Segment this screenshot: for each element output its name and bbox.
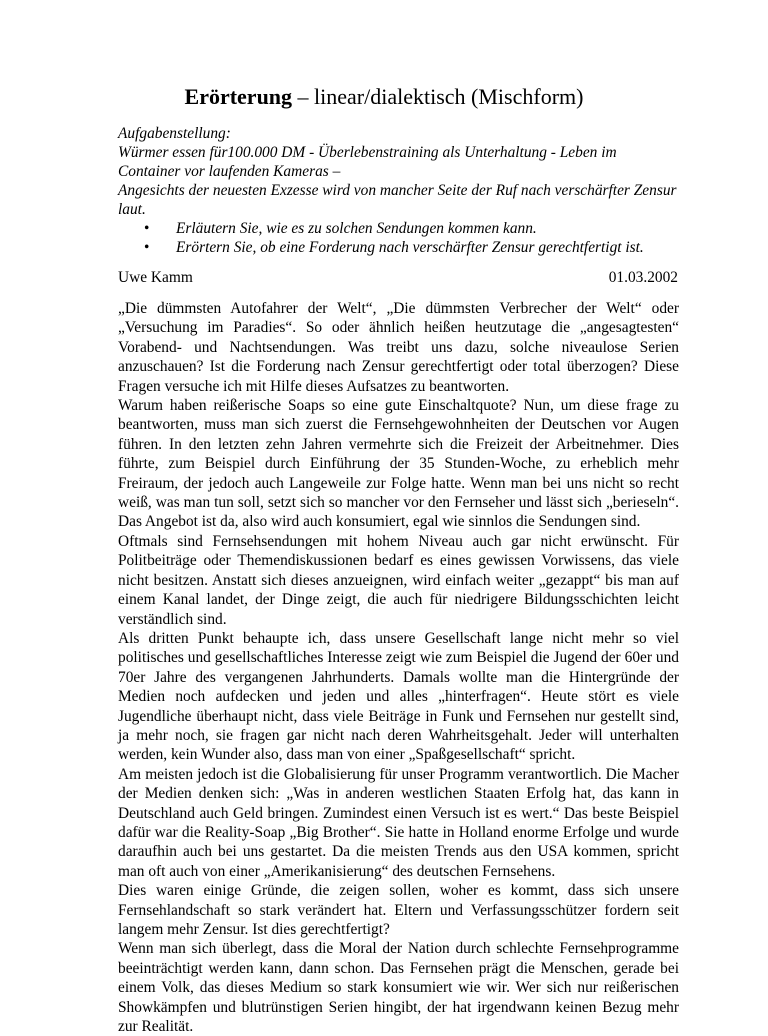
paragraph: Als dritten Punkt behaupte ich, dass unsere Gesellschaft lange nicht mehr so viel politisches und gesellschaftliches Interesse zeigt wie zum Beispiel die Jugend der 60er und 70er Jahre des vergangenen Jahrhunderts. Damals wollte man die Hintergründe der Medien noch aufdecken und jeden und alles „hinterfragen“. Heute stört es viele Jugendliche überhaupt nicht, dass viele Beiträge in Funk und Fernsehen nur gestellt sind, ja mehr noch, sie fragen gar nicht nach deren Wahrheitsgehalt. Jeder will unterhalten werden, kein Wunder also, dass man von einer „Spaßgesellschaft“ spricht. <box>118 629 679 764</box>
paragraph: Wenn man sich überlegt, dass die Moral der Nation durch schlechte Fernsehprogramme beeinträchtigt werden kann, dann schon. Das Fernsehen prägt die Menschen, gerade bei einem Volk, das dieses Medium so stark konsumiert wie wir. Wer sich nur reißerischen Showkämpfen und blutrünstigen Serien hingibt, der hat irgendwann keinen Bezug mehr zur Realität. <box>118 940 679 1036</box>
paragraph: Oftmals sind Fernsehsendungen mit hohem Niveau auch gar nicht erwünscht. Für Politbeiträge oder Themendiskussionen bedarf es eines gewissen Vorwissens, das viele nicht besitzen. Anstatt sich dieses anzueignen, wird einfach weiter „gezappt“ bis man auf einem Kanal landet, der Dinge zeigt, die auch für niedrigere Bildungsschichten leicht verständlich sind. <box>118 532 679 628</box>
task-bullet-list <box>118 219 678 257</box>
title-rest: – linear/dialektisch (Mischform) <box>292 84 584 109</box>
task-bullet-text: Erörtern Sie, ob eine Forderung nach verschärfter Zensur gerechtfertigt ist. <box>176 239 644 256</box>
task-section <box>118 124 678 257</box>
page-title <box>0 83 768 111</box>
paragraph: Am meisten jedoch ist die Globalisierung für unser Programm verantwortlich. Die Macher der Medien denken sich: „Was in anderen westlichen Staaten Erfolg hat, das kann in Deutschland auch Geld bringen. Zumindest einen Versuch ist es wert.“ Das beste Beispiel dafür war die Reality-Soap „Big Brother“. Sie hatte in Holland enorme Erfolge und wurde daraufhin auch bei uns gestartet. Da die meisten Trends aus den USA kommen, spricht man oft auch von einer „Amerikanisierung“ des deutschen Fernsehens. <box>118 765 679 880</box>
task-bullet-item <box>144 238 678 257</box>
paragraph: „Die dümmsten Autofahrer der Welt“, „Die dümmsten Verbrecher der Welt“ oder „Versuchung im Paradies“. So oder ähnlich heißen heutzutage die „angesagtesten“ Vorabend- und Nachtsendungen. Was treibt uns dazu, solche niveaulose Serien anzuschauen? Ist die Forderung nach Zensur gerechtfertigt oder total überzogen? Diese Fragen versuche ich mit Hilfe dieses Aufsatzes zu beantworten. <box>118 300 679 395</box>
paragraph: Dies waren einige Gründe, die zeigen sollen, woher es kommt, dass sich unsere Fernsehlandschaft so stark verändert hat. Eltern und Verfassungsschützer fordern seit langem mehr Zensur. Ist dies gerechtfertigt? <box>118 882 679 938</box>
task-bullet-item <box>144 219 678 238</box>
document-date: 01.03.2002 <box>608 269 678 286</box>
task-line-1: Würmer essen für100.000 DM - Überlebenstraining als Unterhaltung - Leben im Container vor laufenden Kameras – <box>118 144 617 180</box>
essay-body <box>118 299 679 1036</box>
author-date-row <box>118 268 678 288</box>
title-bold: Erörterung <box>184 84 293 109</box>
author-name: Uwe Kamm <box>118 269 193 286</box>
task-line-2: Angesichts der neuesten Exzesse wird von mancher Seite der Ruf nach verschärfter Zensur laut. <box>118 182 677 218</box>
bullet-icon: • <box>144 220 150 237</box>
task-bullet-text: Erläutern Sie, wie es zu solchen Sendungen kommen kann. <box>176 220 537 237</box>
bullet-icon: • <box>144 239 150 256</box>
task-heading: Aufgabenstellung: <box>118 125 231 142</box>
paragraph: Warum haben reißerische Soaps so eine gute Einschaltquote? Nun, um diese frage zu beantworten, muss man sich zuerst die Fernsehgewohnheiten der Deutschen vor Augen führen. In den letzten zehn Jahren vermehrte sich die Freizeit der Arbeitnehmer. Dies führte, zum Beispiel durch Einführung der 35 Stunden-Woche, zu erheblich mehr Freiraum, der jedoch auch Langeweile zur Folge hatte. Wenn man bei uns nicht so recht weiß, was man tun soll, setzt sich so mancher vor den Fernseher und lässt sich „berieseln“. Das Angebot ist da, also wird auch konsumiert, egal wie sinnlos die Sendungen sind. <box>118 397 679 531</box>
